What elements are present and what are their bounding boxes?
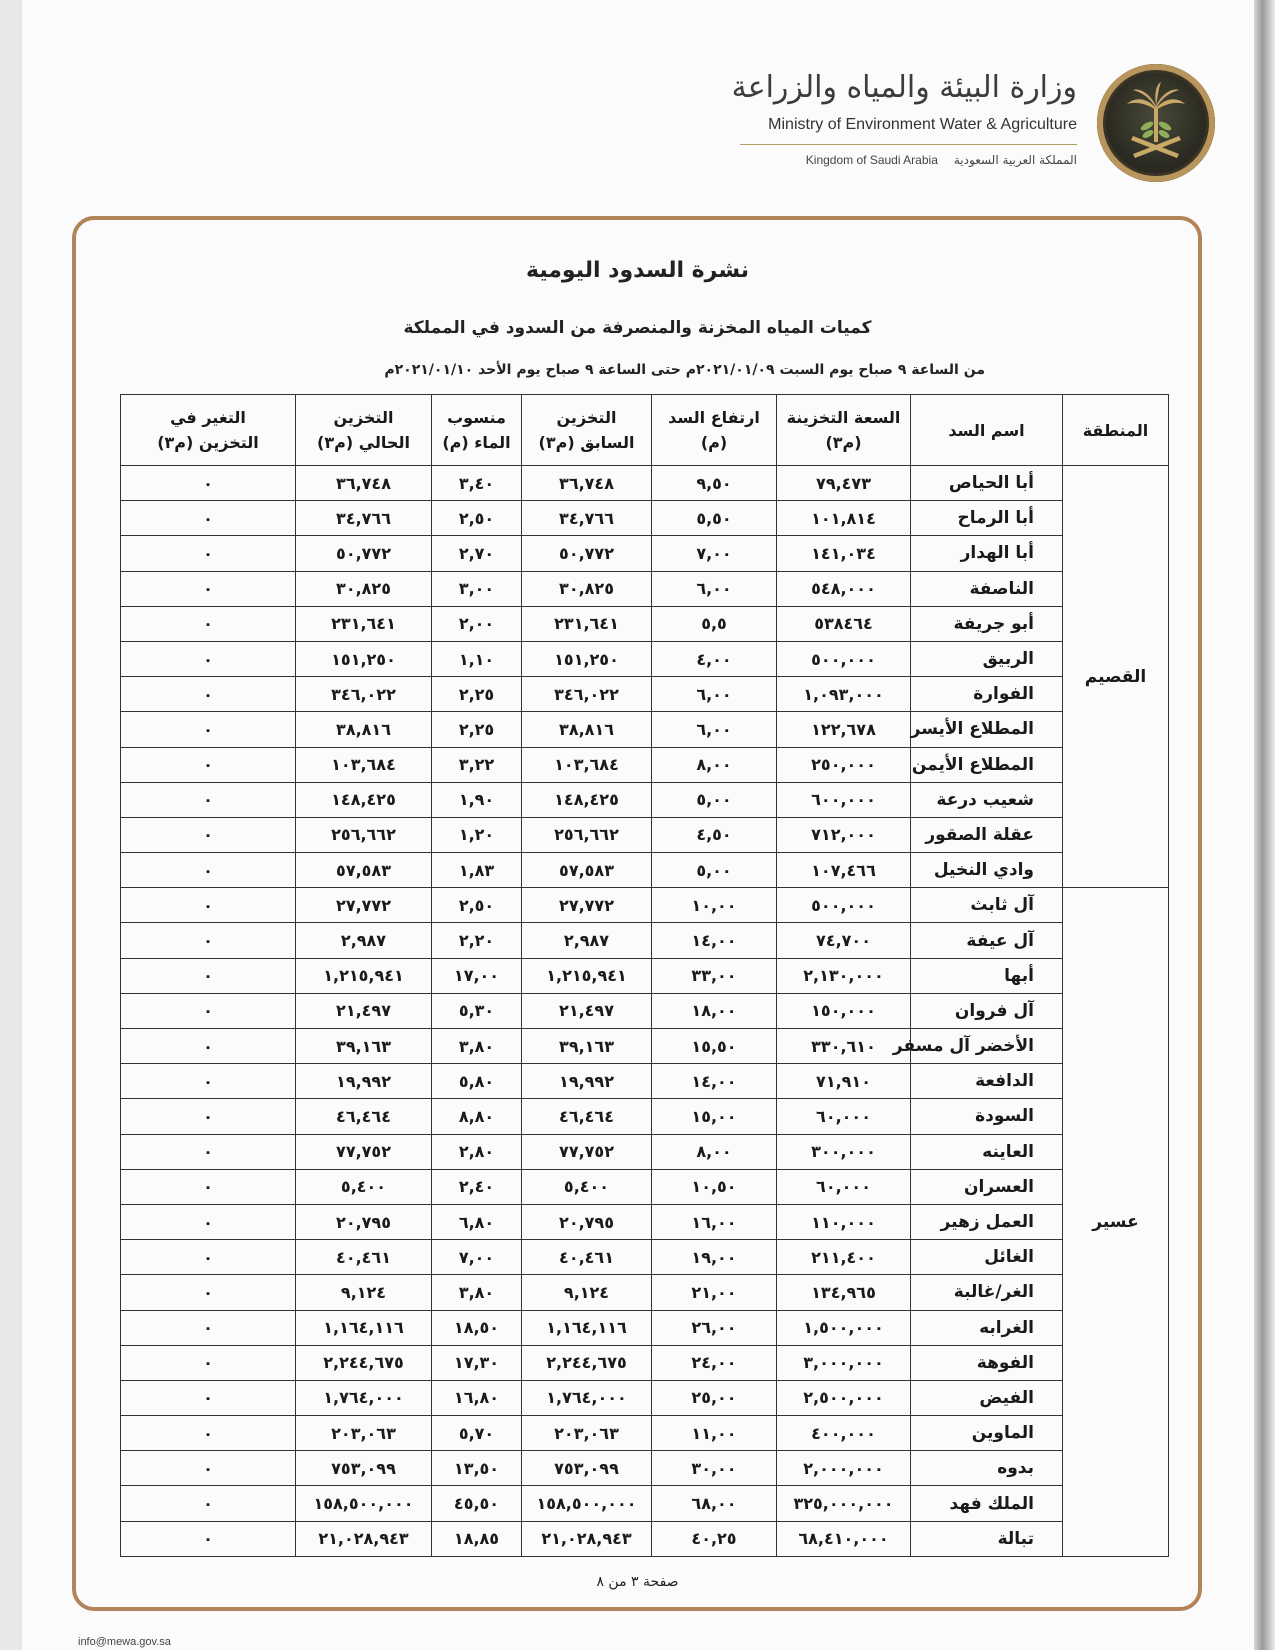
cell-dam-name: شعيب درعة (911, 782, 1063, 817)
cell-height: ٢٦,٠٠ (652, 1310, 777, 1345)
cell-capacity: ١,٠٩٣,٠٠٠ (777, 677, 911, 712)
cell-dam-name: الفوهة (911, 1345, 1063, 1380)
cell-capacity: ٣٣٠,٦١٠ (777, 1029, 911, 1064)
cell-height: ١٤,٠٠ (652, 923, 777, 958)
cell-change: ٠ (121, 1064, 296, 1099)
kingdom-arabic: المملكة العربية السعودية (953, 153, 1077, 167)
cell-change: ٠ (121, 501, 296, 536)
cell-capacity: ٦٠,٠٠٠ (777, 1169, 911, 1204)
cell-capacity: ١١٠,٠٠٠ (777, 1204, 911, 1239)
cell-current-storage: ١٥٨,٥٠٠,٠٠٠ (296, 1486, 432, 1521)
cell-current-storage: ٢,٢٤٤,٦٧٥ (296, 1345, 432, 1380)
cell-water-level: ٣,٠٠ (432, 571, 522, 606)
page-subtitle: كميات المياه المخزنة والمنصرفة من السدود في المملكة (403, 318, 872, 338)
header-current-storage: التخزين الحالي (م٣) (296, 395, 432, 466)
cell-dam-name: أبها (911, 958, 1063, 993)
cell-current-storage: ٩,١٢٤ (296, 1275, 432, 1310)
table-row (121, 853, 1169, 888)
header-change: التغير في التخزين (م٣) (121, 395, 296, 466)
table-row (121, 782, 1169, 817)
cell-current-storage: ٢٠٣,٠٦٣ (296, 1416, 432, 1451)
cell-height: ٦,٠٠ (652, 571, 777, 606)
cell-change: ٠ (121, 1169, 296, 1204)
cell-water-level: ٤٥,٥٠ (432, 1486, 522, 1521)
cell-dam-name: العسران (911, 1169, 1063, 1204)
cell-dam-name: المطلاع الأيمن (911, 747, 1063, 782)
cell-prev-storage: ١,١٦٤,١١٦ (522, 1310, 652, 1345)
cell-capacity: ١٤١,٠٣٤ (777, 536, 911, 571)
cell-change: ٠ (121, 641, 296, 676)
cell-dam-name: الدافعة (911, 1064, 1063, 1099)
cell-current-storage: ٧٧,٧٥٢ (296, 1134, 432, 1169)
cell-change: ٠ (121, 1521, 296, 1556)
header-water-level: منسوب الماء (م) (432, 395, 522, 466)
cell-capacity: ٦٠٠,٠٠٠ (777, 782, 911, 817)
cell-change: ٠ (121, 958, 296, 993)
cell-prev-storage: ٧٥٣,٠٩٩ (522, 1451, 652, 1486)
cell-water-level: ١,١٠ (432, 641, 522, 676)
cell-capacity: ٦٨,٤١٠,٠٠٠ (777, 1521, 911, 1556)
header-prev-storage: التخزين السابق (م٣) (522, 395, 652, 466)
cell-prev-storage: ٥,٤٠٠ (522, 1169, 652, 1204)
cell-current-storage: ١٤٨,٤٢٥ (296, 782, 432, 817)
table-row (121, 1416, 1169, 1451)
cell-capacity: ٣٢٥,٠٠٠,٠٠٠ (777, 1486, 911, 1521)
report-period: من الساعة ٩ صباح يوم السبت ٢٠٢١/٠١/٠٩م حتى الساعة ٩ صباح يوم الأحد ٢٠٢١/٠١/١٠م (384, 362, 985, 378)
table-row (121, 958, 1169, 993)
cell-height: ٤٠,٢٥ (652, 1521, 777, 1556)
cell-height: ٦,٠٠ (652, 677, 777, 712)
cell-water-level: ٦,٨٠ (432, 1204, 522, 1239)
cell-prev-storage: ٢١,٠٢٨,٩٤٣ (522, 1521, 652, 1556)
cell-height: ٤,٥٠ (652, 817, 777, 852)
cell-change: ٠ (121, 1380, 296, 1415)
table-row (121, 1345, 1169, 1380)
cell-height: ٣٠,٠٠ (652, 1451, 777, 1486)
cell-prev-storage: ٣٦,٧٤٨ (522, 466, 652, 501)
cell-dam-name: العاينه (911, 1134, 1063, 1169)
cell-dam-name: وادي النخيل (911, 853, 1063, 888)
cell-height: ٤,٠٠ (652, 641, 777, 676)
cell-height: ٥,٥ (652, 606, 777, 641)
cell-change: ٠ (121, 606, 296, 641)
cell-prev-storage: ٢٠٣,٠٦٣ (522, 1416, 652, 1451)
cell-capacity: ٥٣٨٤٦٤ (777, 606, 911, 641)
cell-height: ١٠,٠٠ (652, 888, 777, 923)
table-body (121, 466, 1169, 1557)
cell-height: ٨,٠٠ (652, 747, 777, 782)
cell-change: ٠ (121, 1099, 296, 1134)
cell-water-level: ٢,٤٠ (432, 1169, 522, 1204)
cell-region: عسير (1063, 888, 1169, 1557)
cell-water-level: ١,٢٠ (432, 817, 522, 852)
cell-height: ١٩,٠٠ (652, 1240, 777, 1275)
cell-water-level: ٨,٨٠ (432, 1099, 522, 1134)
cell-current-storage: ٢١,٠٢٨,٩٤٣ (296, 1521, 432, 1556)
cell-dam-name: الناصفة (911, 571, 1063, 606)
cell-change: ٠ (121, 1451, 296, 1486)
cell-change: ٠ (121, 853, 296, 888)
cell-prev-storage: ٤٦,٤٦٤ (522, 1099, 652, 1134)
cell-change: ٠ (121, 1486, 296, 1521)
cell-capacity: ٢٥٠,٠٠٠ (777, 747, 911, 782)
cell-prev-storage: ٢١,٤٩٧ (522, 993, 652, 1028)
cell-current-storage: ٢٣١,٦٤١ (296, 606, 432, 641)
header-dam-name: اسم السد (911, 395, 1063, 466)
cell-capacity: ٦٠,٠٠٠ (777, 1099, 911, 1134)
cell-prev-storage: ١,٧٦٤,٠٠٠ (522, 1380, 652, 1415)
page-title: نشرة السدود اليومية (525, 258, 750, 283)
cell-dam-name: الغائل (911, 1240, 1063, 1275)
cell-current-storage: ٢٠,٧٩٥ (296, 1204, 432, 1239)
cell-dam-name: الملك فهد (911, 1486, 1063, 1521)
cell-water-level: ١٣,٥٠ (432, 1451, 522, 1486)
table-row (121, 677, 1169, 712)
cell-change: ٠ (121, 1416, 296, 1451)
cell-height: ٥,٥٠ (652, 501, 777, 536)
cell-prev-storage: ٢,٢٤٤,٦٧٥ (522, 1345, 652, 1380)
cell-capacity: ٧١٢,٠٠٠ (777, 817, 911, 852)
cell-change: ٠ (121, 1134, 296, 1169)
cell-dam-name: الربيق (911, 641, 1063, 676)
cell-current-storage: ١,١٦٤,١١٦ (296, 1310, 432, 1345)
cell-current-storage: ٣٦,٧٤٨ (296, 466, 432, 501)
cell-height: ٩,٥٠ (652, 466, 777, 501)
cell-capacity: ٣٠٠,٠٠٠ (777, 1134, 911, 1169)
cell-water-level: ٣,٨٠ (432, 1029, 522, 1064)
kingdom-english: Kingdom of Saudi Arabia (805, 153, 938, 167)
cell-prev-storage: ١٥٨,٥٠٠,٠٠٠ (522, 1486, 652, 1521)
cell-height: ١٦,٠٠ (652, 1204, 777, 1239)
table-row (121, 1240, 1169, 1275)
cell-height: ١١,٠٠ (652, 1416, 777, 1451)
cell-dam-name: تبالة (911, 1521, 1063, 1556)
cell-capacity: ٢,٥٠٠,٠٠٠ (777, 1380, 911, 1415)
cell-water-level: ٢,٥٠ (432, 501, 522, 536)
cell-change: ٠ (121, 923, 296, 958)
cell-change: ٠ (121, 1204, 296, 1239)
cell-prev-storage: ١٠٣,٦٨٤ (522, 747, 652, 782)
cell-prev-storage: ٣٨,٨١٦ (522, 712, 652, 747)
cell-water-level: ٢,٢٥ (432, 677, 522, 712)
cell-capacity: ٤٠٠,٠٠٠ (777, 1416, 911, 1451)
cell-change: ٠ (121, 466, 296, 501)
cell-water-level: ٢,٨٠ (432, 1134, 522, 1169)
cell-current-storage: ١٥١,٢٥٠ (296, 641, 432, 676)
cell-current-storage: ١٠٣,٦٨٤ (296, 747, 432, 782)
cell-water-level: ٧,٠٠ (432, 1240, 522, 1275)
cell-prev-storage: ١,٢١٥,٩٤١ (522, 958, 652, 993)
cell-current-storage: ٣٨,٨١٦ (296, 712, 432, 747)
dams-table (120, 394, 1169, 1557)
header-region: المنطقة (1063, 395, 1169, 466)
table-row (121, 1134, 1169, 1169)
cell-water-level: ٣,٨٠ (432, 1275, 522, 1310)
cell-water-level: ١٧,٣٠ (432, 1345, 522, 1380)
cell-current-storage: ٣٠,٨٢٥ (296, 571, 432, 606)
table-row (121, 571, 1169, 606)
table-row (121, 888, 1169, 923)
ministry-name-arabic: وزارة البيئة والمياه والزراعة (731, 70, 1077, 105)
cell-prev-storage: ٣٤٦,٠٢٢ (522, 677, 652, 712)
cell-dam-name: المطلاع الأيسر (911, 712, 1063, 747)
cell-height: ٦,٠٠ (652, 712, 777, 747)
cell-water-level: ٢,٧٠ (432, 536, 522, 571)
cell-prev-storage: ٢٧,٧٧٢ (522, 888, 652, 923)
table-row (121, 1204, 1169, 1239)
cell-dam-name: أبا الهدار (911, 536, 1063, 571)
cell-prev-storage: ٣٤,٧٦٦ (522, 501, 652, 536)
cell-height: ٣٣,٠٠ (652, 958, 777, 993)
ministry-name-english: Ministry of Environment Water & Agriculture (768, 116, 1077, 133)
cell-current-storage: ١,٢١٥,٩٤١ (296, 958, 432, 993)
header-divider (740, 144, 1077, 145)
cell-prev-storage: ٢٣١,٦٤١ (522, 606, 652, 641)
cell-dam-name: آل ثابث (911, 888, 1063, 923)
cell-height: ١٠,٥٠ (652, 1169, 777, 1204)
cell-dam-name: أبو جريفة (911, 606, 1063, 641)
table-row (121, 712, 1169, 747)
header-capacity: السعة التخزينة (م٣) (777, 395, 911, 466)
cell-change: ٠ (121, 747, 296, 782)
table-row (121, 501, 1169, 536)
cell-capacity: ٥٠٠,٠٠٠ (777, 888, 911, 923)
table-row (121, 1169, 1169, 1204)
contact-email: info@mewa.gov.sa (78, 1636, 171, 1648)
cell-height: ١٥,٠٠ (652, 1099, 777, 1134)
table-row (121, 536, 1169, 571)
cell-current-storage: ٢٧,٧٧٢ (296, 888, 432, 923)
cell-prev-storage: ١٤٨,٤٢٥ (522, 782, 652, 817)
cell-current-storage: ٣٤٦,٠٢٢ (296, 677, 432, 712)
cell-capacity: ١٣٤,٩٦٥ (777, 1275, 911, 1310)
cell-capacity: ٢١١,٤٠٠ (777, 1240, 911, 1275)
cell-prev-storage: ١٥١,٢٥٠ (522, 641, 652, 676)
cell-capacity: ٢,١٣٠,٠٠٠ (777, 958, 911, 993)
cell-capacity: ٥٠٠,٠٠٠ (777, 641, 911, 676)
cell-water-level: ٥,٣٠ (432, 993, 522, 1028)
table-row (121, 817, 1169, 852)
cell-height: ٢٥,٠٠ (652, 1380, 777, 1415)
cell-region: القصيم (1063, 466, 1169, 888)
cell-change: ٠ (121, 536, 296, 571)
cell-prev-storage: ٢٠,٧٩٥ (522, 1204, 652, 1239)
cell-current-storage: ٤٠,٤٦١ (296, 1240, 432, 1275)
cell-height: ١٥,٥٠ (652, 1029, 777, 1064)
table-row (121, 1486, 1169, 1521)
table-row (121, 1310, 1169, 1345)
cell-capacity: ٢,٠٠٠,٠٠٠ (777, 1451, 911, 1486)
cell-water-level: ١٨,٨٥ (432, 1521, 522, 1556)
cell-current-storage: ٣٤,٧٦٦ (296, 501, 432, 536)
cell-capacity: ٣,٠٠٠,٠٠٠ (777, 1345, 911, 1380)
cell-dam-name: أبا الرماح (911, 501, 1063, 536)
table-row (121, 1099, 1169, 1134)
cell-height: ١٨,٠٠ (652, 993, 777, 1028)
cell-height: ٥,٠٠ (652, 782, 777, 817)
table-row (121, 641, 1169, 676)
table-header-row (121, 395, 1169, 466)
cell-current-storage: ٢,٩٨٧ (296, 923, 432, 958)
cell-dam-name: الغر/غالبة (911, 1275, 1063, 1310)
cell-prev-storage: ٤٠,٤٦١ (522, 1240, 652, 1275)
cell-height: ٥,٠٠ (652, 853, 777, 888)
cell-dam-name: عقلة الصقور (911, 817, 1063, 852)
cell-dam-name: الأخضر آل مسفر (911, 1029, 1063, 1064)
cell-height: ٨,٠٠ (652, 1134, 777, 1169)
table-row (121, 993, 1169, 1028)
cell-dam-name: الغرابه (911, 1310, 1063, 1345)
cell-prev-storage: ٢٥٦,٦٦٢ (522, 817, 652, 852)
cell-current-storage: ٥٠,٧٧٢ (296, 536, 432, 571)
cell-dam-name: آل فروان (911, 993, 1063, 1028)
kingdom-line (806, 153, 1077, 167)
table-row (121, 606, 1169, 641)
table-row (121, 466, 1169, 501)
cell-height: ٧,٠٠ (652, 536, 777, 571)
cell-height: ١٤,٠٠ (652, 1064, 777, 1099)
cell-current-storage: ١٩,٩٩٢ (296, 1064, 432, 1099)
cell-prev-storage: ٣٩,١٦٣ (522, 1029, 652, 1064)
ministry-logo (1097, 64, 1215, 182)
cell-dam-name: بدوه (911, 1451, 1063, 1486)
table-row (121, 923, 1169, 958)
cell-change: ٠ (121, 1345, 296, 1380)
cell-prev-storage: ١٩,٩٩٢ (522, 1064, 652, 1099)
cell-change: ٠ (121, 1240, 296, 1275)
cell-change: ٠ (121, 817, 296, 852)
page-number: صفحة ٣ من ٨ (596, 1574, 679, 1590)
cell-change: ٠ (121, 782, 296, 817)
cell-dam-name: السودة (911, 1099, 1063, 1134)
table-row (121, 747, 1169, 782)
cell-current-storage: ٢١,٤٩٧ (296, 993, 432, 1028)
cell-prev-storage: ٢,٩٨٧ (522, 923, 652, 958)
cell-dam-name: الفيض (911, 1380, 1063, 1415)
cell-water-level: ٥,٧٠ (432, 1416, 522, 1451)
cell-capacity: ١٥٠,٠٠٠ (777, 993, 911, 1028)
cell-water-level: ١,٨٣ (432, 853, 522, 888)
cell-water-level: ١٨,٥٠ (432, 1310, 522, 1345)
cell-dam-name: آل عيفة (911, 923, 1063, 958)
cell-change: ٠ (121, 888, 296, 923)
cell-capacity: ١٢٢,٦٧٨ (777, 712, 911, 747)
cell-water-level: ١٦,٨٠ (432, 1380, 522, 1415)
cell-current-storage: ٧٥٣,٠٩٩ (296, 1451, 432, 1486)
cell-change: ٠ (121, 993, 296, 1028)
table-row (121, 1451, 1169, 1486)
cell-current-storage: ٢٥٦,٦٦٢ (296, 817, 432, 852)
cell-water-level: ٢,٢٥ (432, 712, 522, 747)
cell-current-storage: ٣٩,١٦٣ (296, 1029, 432, 1064)
cell-capacity: ١,٥٠٠,٠٠٠ (777, 1310, 911, 1345)
cell-water-level: ٣,٤٠ (432, 466, 522, 501)
cell-prev-storage: ٩,١٢٤ (522, 1275, 652, 1310)
cell-change: ٠ (121, 1029, 296, 1064)
table-row (121, 1275, 1169, 1310)
cell-water-level: ١,٩٠ (432, 782, 522, 817)
header-height: ارتفاع السد (م) (652, 395, 777, 466)
cell-water-level: ١٧,٠٠ (432, 958, 522, 993)
cell-prev-storage: ٥٠,٧٧٢ (522, 536, 652, 571)
cell-water-level: ٣,٢٢ (432, 747, 522, 782)
cell-change: ٠ (121, 712, 296, 747)
cell-height: ٦٨,٠٠ (652, 1486, 777, 1521)
cell-change: ٠ (121, 1310, 296, 1345)
cell-change: ٠ (121, 571, 296, 606)
cell-water-level: ٢,٥٠ (432, 888, 522, 923)
cell-dam-name: الماوين (911, 1416, 1063, 1451)
cell-dam-name: أبا الحياص (911, 466, 1063, 501)
cell-prev-storage: ٧٧,٧٥٢ (522, 1134, 652, 1169)
table-row (121, 1064, 1169, 1099)
cell-capacity: ٧١,٩١٠ (777, 1064, 911, 1099)
cell-water-level: ٥,٨٠ (432, 1064, 522, 1099)
cell-water-level: ٢,٢٠ (432, 923, 522, 958)
cell-capacity: ٧٩,٤٧٣ (777, 466, 911, 501)
cell-change: ٠ (121, 677, 296, 712)
table-row (121, 1380, 1169, 1415)
cell-current-storage: ٤٦,٤٦٤ (296, 1099, 432, 1134)
cell-dam-name: الفوارة (911, 677, 1063, 712)
cell-capacity: ١٠٧,٤٦٦ (777, 853, 911, 888)
cell-water-level: ٢,٠٠ (432, 606, 522, 641)
cell-current-storage: ٥٧,٥٨٣ (296, 853, 432, 888)
cell-capacity: ٥٤٨,٠٠٠ (777, 571, 911, 606)
cell-current-storage: ٥,٤٠٠ (296, 1169, 432, 1204)
table-row (121, 1521, 1169, 1556)
cell-capacity: ٧٤,٧٠٠ (777, 923, 911, 958)
page-edge-shadow (1254, 0, 1275, 1650)
cell-change: ٠ (121, 1275, 296, 1310)
cell-capacity: ١٠١,٨١٤ (777, 501, 911, 536)
cell-prev-storage: ٣٠,٨٢٥ (522, 571, 652, 606)
cell-prev-storage: ٥٧,٥٨٣ (522, 853, 652, 888)
cell-current-storage: ١,٧٦٤,٠٠٠ (296, 1380, 432, 1415)
cell-height: ٢٤,٠٠ (652, 1345, 777, 1380)
cell-dam-name: العمل زهير (911, 1204, 1063, 1239)
table-row (121, 1029, 1169, 1064)
cell-height: ٢١,٠٠ (652, 1275, 777, 1310)
